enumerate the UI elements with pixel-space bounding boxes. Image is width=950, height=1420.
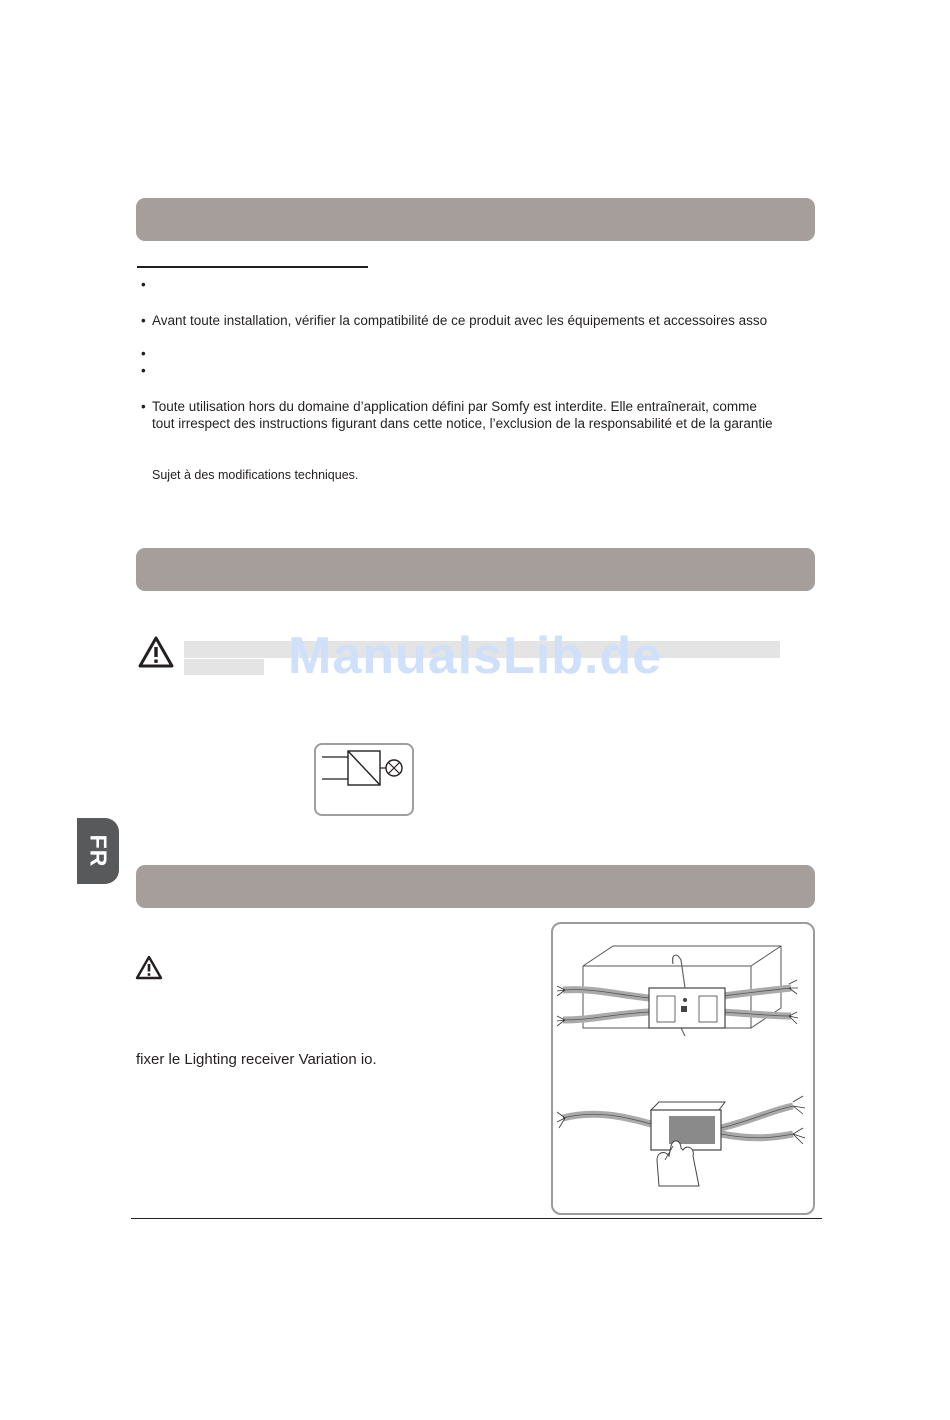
warning-triangle-icon [135,955,163,985]
language-tab [77,818,119,884]
bullet-text-5: Toute utilisation hors du domaine d’application défini par Somfy est interdite. Elle entraînerait, comme [152,399,757,414]
footer-rule [131,1218,822,1219]
bullet-dot: • [141,346,146,361]
transformer-lamp-symbol-icon [314,743,414,816]
highlight-band [184,659,264,675]
receiver-mounting-illustration-icon [551,922,815,1215]
section-header-bar-3 [136,865,815,908]
section-header-bar-1 [136,198,815,241]
bullet-text-5-continuation: tout irrespect des instructions figurant dans cette notice, l’exclusion de la responsabilité et de la garantie [152,416,773,431]
heading-underline [137,266,368,268]
bullet-text-2: Avant toute installation, vérifier la compatibilité de ce produit avec les équipements et accessoires asso [152,313,768,328]
bullet-dot: • [141,363,146,378]
mounting-instruction-text: fixer le Lighting receiver Variation io. [136,1051,377,1068]
bullet-dot: • [141,277,146,292]
warning-triangle-icon [138,636,174,673]
watermark: ManualsLib.de [288,627,663,685]
section-header-bar-2 [136,548,815,591]
bullet-dot: • [141,313,146,328]
bullet-dot: • [141,399,146,414]
technical-note: Sujet à des modifications techniques. [152,468,359,482]
language-tab-label: FR [85,834,112,868]
